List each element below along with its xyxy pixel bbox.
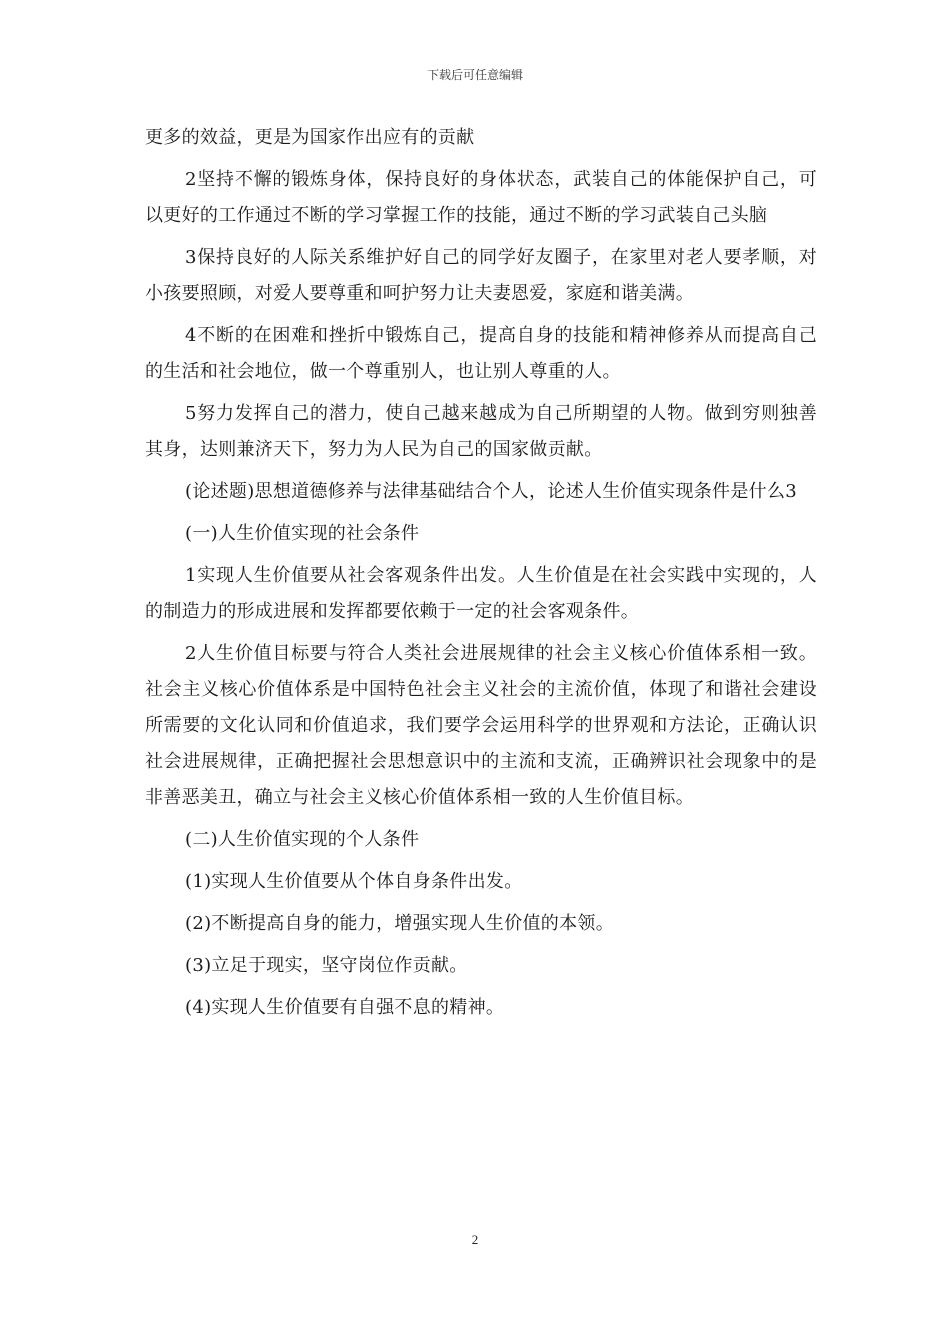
paragraph-item-2: 2坚持不懈的锻炼身体，保持良好的身体状态，武装自己的体能保护自己，可以更好的工作通过不断的学习掌握工作的技能，通过不断的学习武装自己头脑 (145, 169, 817, 226)
list-item-personal-1: (1)实现人生价值要从个体自身条件出发。 (185, 871, 523, 892)
paragraph-item-5: 5努力发挥自己的潜力，使自己越来越成为自己所期望的人物。做到穷则独善其身，达则兼济天下，努力为人民为自己的国家做贡献。 (145, 403, 817, 460)
list-item-personal-2: (2)不断提高自身的能力，增强实现人生价值的本领。 (185, 913, 614, 934)
list-item-personal-3: (3)立足于现实，坚守岗位作贡献。 (185, 955, 468, 976)
page-header: 下载后可任意编辑 (426, 68, 523, 82)
paragraph-item-3: 3保持良好的人际关系维护好自己的同学好友圈子，在家里对老人要孝顺，对小孩要照顾，对爱人要尊重和呵护努力让夫妻恩爱，家庭和谐美满。 (145, 247, 817, 304)
paragraph-social-1: 1实现人生价值要从社会客观条件出发。人生价值是在社会实践中实现的，人的制造力的形成进展和发挥都要依赖于一定的社会客观条件。 (145, 565, 817, 622)
list-item-personal-4: (4)实现人生价值要有自强不息的精神。 (185, 997, 505, 1018)
document-body (145, 120, 817, 1032)
section-heading-personal-conditions: (二)人生价值实现的个人条件 (185, 829, 420, 850)
page-number: 2 (471, 1232, 479, 1247)
section-heading-social-conditions: (一)人生价值实现的社会条件 (185, 523, 420, 544)
paragraph-social-2: 2人生价值目标要与符合人类社会进展规律的社会主义核心价值体系相一致。社会主义核心价值体系是中国特色社会主义社会的主流价值，体现了和谐社会建设所需要的文化认同和价值追求，我们要学会运用科学的世界观和方法论，正确认识社会进展规律，正确把握社会思想意识中的主流和支流，正确辨识社会现象中的是非善恶美丑，确立与社会主义核心价值体系相一致的人生价值目标。 (145, 643, 817, 808)
paragraph-continuation: 更多的效益，更是为国家作出应有的贡献 (145, 127, 475, 148)
paragraph-item-4: 4不断的在困难和挫折中锻炼自己，提高自身的技能和精神修养从而提高自己的生活和社会地位，做一个尊重别人，也让别人尊重的人。 (145, 325, 817, 382)
essay-question: (论述题)思想道德修养与法律基础结合个人，论述人生价值实现条件是什么3 (185, 481, 797, 502)
